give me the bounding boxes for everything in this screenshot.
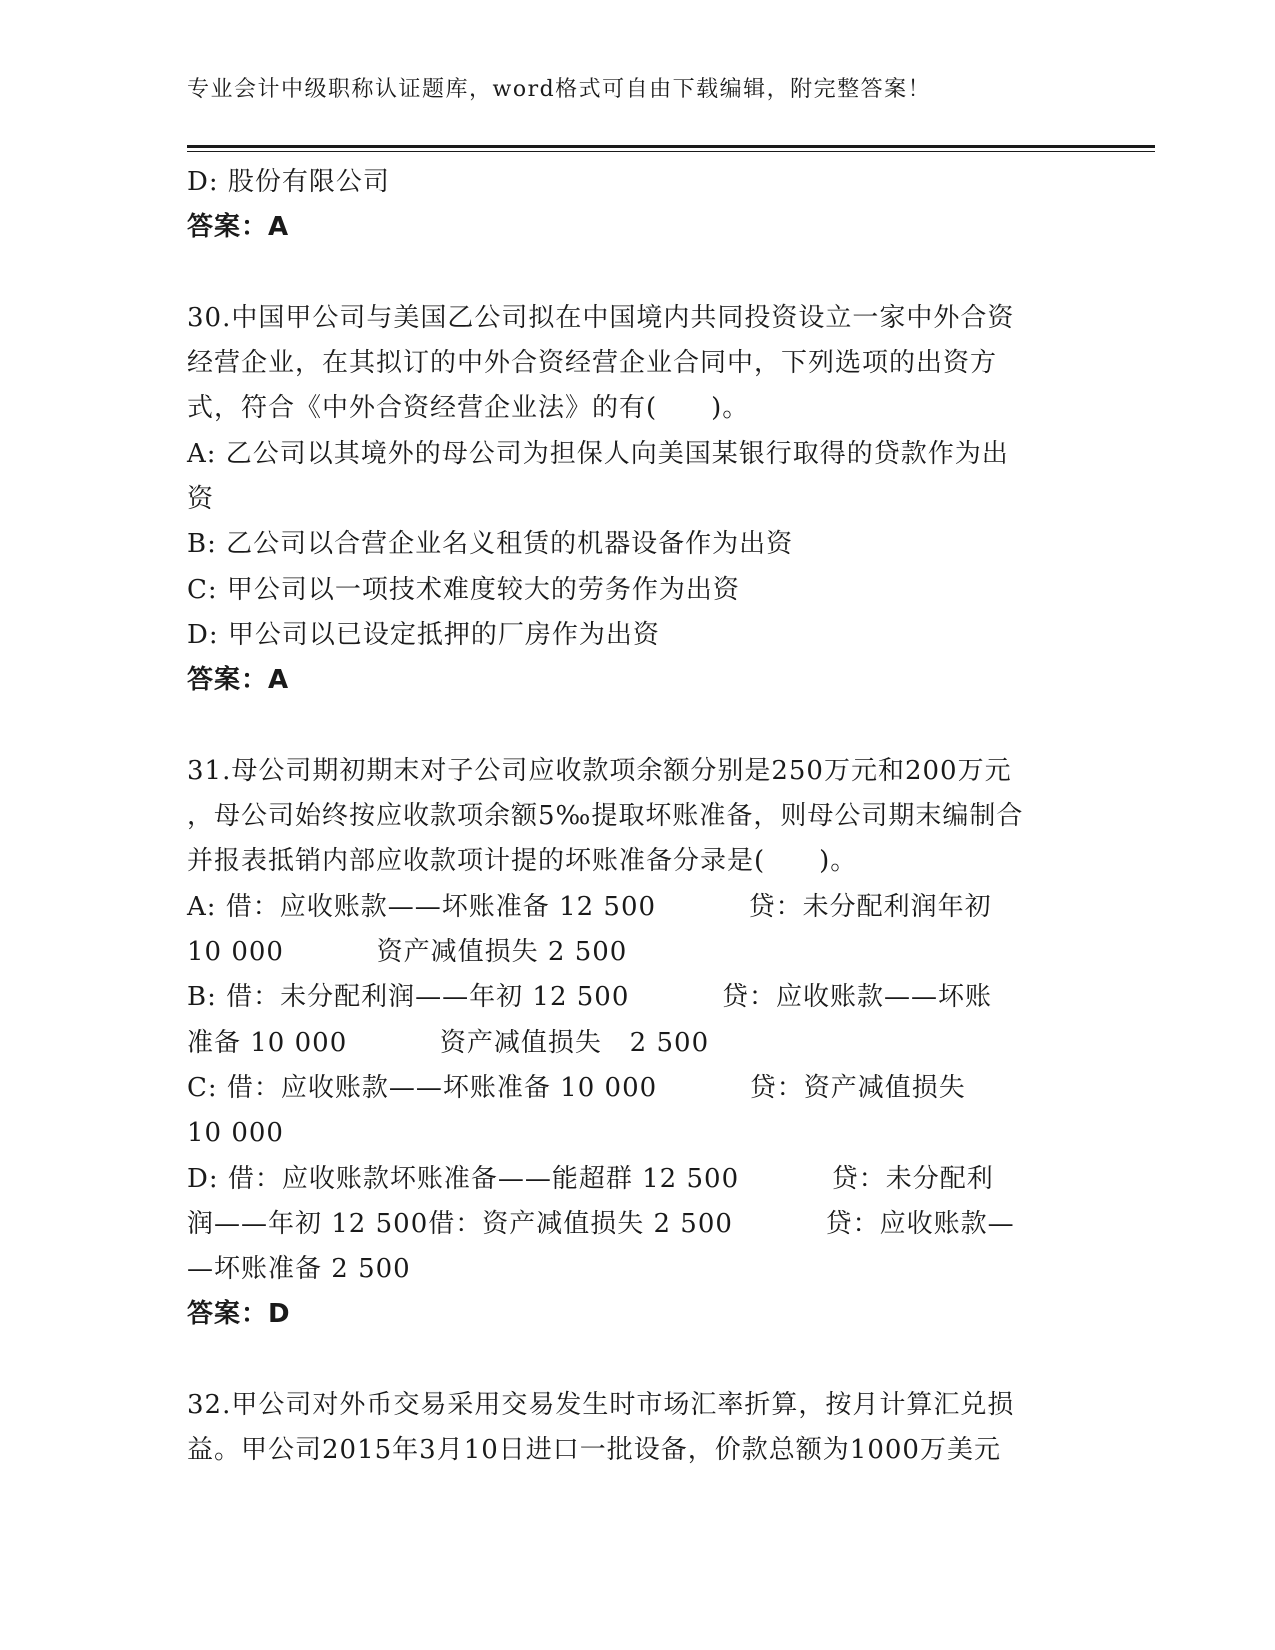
spacer [187,704,1087,749]
question-stem-line: 益。甲公司2015年3月10日进口一批设备，价款总额为1000万美元 [187,1435,1001,1466]
option-d: D: 股份有限公司 [187,167,390,197]
option-d: D: 甲公司以已设定抵押的厂房作为出资 [187,619,660,650]
question-stem-line: ，母公司始终按应收款项余额5‰提取坏账准备，则母公司期末编制合 [187,801,1024,832]
question-stem-line: 31.母公司期初期末对子公司应收款项余额分别是250万元和200万元 [187,755,1012,786]
question-31 [187,749,1087,1338]
option-b: B: 乙公司以合营企业名义租赁的机器设备作为出资 [187,529,794,560]
option-a-cont: 10 000 资产减值损失 2 500 [187,937,628,968]
question-stem-line: 式，符合《中外合资经营企业法》的有( )。 [187,393,750,424]
question-32 [187,1383,1087,1474]
option-b-cont: 准备 10 000 资产减值损失 2 500 [187,1027,710,1058]
question-stem-line: 32.甲公司对外币交易采用交易发生时市场汇率折算，按月计算汇兑损 [187,1390,1015,1421]
option-a-cont: 资 [187,484,215,515]
option-c: C: 甲公司以一项技术难度较大的劳务作为出资 [187,574,740,605]
header-rule-thick [187,145,1155,148]
document-body [187,160,1087,1474]
answer: 答案：A [187,212,290,243]
option-c-cont: 10 000 [187,1118,284,1149]
question-stem-line: 并报表抵销内部应收款项计提的坏账准备分录是( )。 [187,846,858,877]
answer: 答案：D [187,1299,291,1330]
question-stem-line: 30.中国甲公司与美国乙公司拟在中国境内共同投资设立一家中外合资 [187,302,1015,333]
spacer [187,1338,1087,1383]
option-a: A: 借：应收账款——坏账准备 12 500 贷：未分配利润年初 [187,891,992,922]
question-stem-line: 经营企业，在其拟订的中外合资经营企业合同中，下列选项的出资方 [187,348,998,379]
option-c: C: 借：应收账款——坏账准备 10 000 贷：资产减值损失 [187,1072,966,1103]
option-d-cont: 润——年初 12 500借：资产减值损失 2 500 贷：应收账款— [187,1208,1015,1239]
option-a: A: 乙公司以其境外的母公司为担保人向美国某银行取得的贷款作为出 [187,438,1009,469]
option-b: B: 借：未分配利润——年初 12 500 贷：应收账款——坏账 [187,982,993,1013]
answer: 答案：A [187,665,290,696]
page-header: 专业会计中级职称认证题库，word格式可自由下载编辑，附完整答案！ [187,77,932,102]
option-d-cont: —坏账准备 2 500 [187,1254,411,1285]
option-d: D: 借：应收账款坏账准备——能超群 12 500 贷：未分配利 [187,1163,994,1194]
spacer [187,251,1087,296]
header-rule-thin [187,151,1155,152]
question-30 [187,296,1087,704]
